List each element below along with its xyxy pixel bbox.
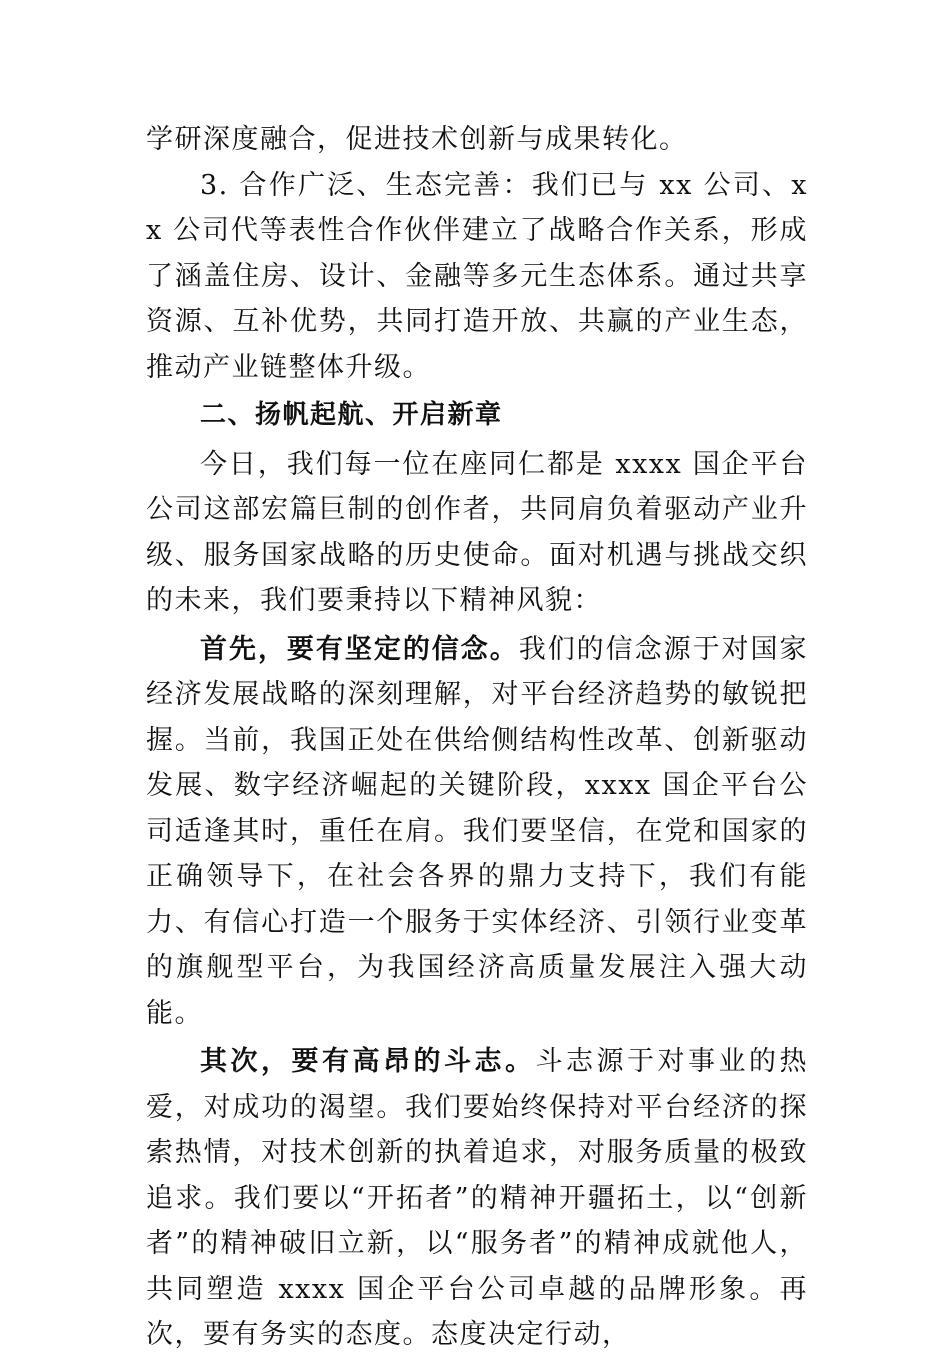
section-heading: 二、扬帆起航、开启新章 (200, 400, 503, 430)
paragraph-today: 今日，我们每一位在座同仁都是 xxxx 国企平台公司这部宏篇巨制的创作者，共同肩负着驱动产业升级、服务国家战略的历史使命。面对机遇与挑战交织的未来，我们要秉持以下精神风貌： (146, 448, 808, 616)
paragraph-cooperation: 3. 合作广泛、生态完善：我们已与 xx 公司、xx 公司代等表性合作伙伴建立了战略合作关系，形成了涵盖住房、设计、金融等多元生态体系。通过共享资源、互补优势，共同打造开放、共赢的产业生态，推动产业链整体升级。 (146, 169, 808, 383)
document-body (146, 117, 808, 1358)
paragraph-belief-body: 我们的信念源于对国家经济发展战略的深刻理解，对平台经济趋势的敏锐把握。当前，我国正处在供给侧结构性改革、创新驱动发展、数字经济崛起的关键阶段，xxxx 国企平台公司适逢其时，重任在肩。我们要坚信，在党和国家的正确领导下，在社会各界的鼎力支持下，我们有能力、有信心打造一个服务于实体经济、引领行业变革的旗舰型平台，为我国经济高质量发展注入强大动能。 (146, 633, 809, 1029)
paragraph-spirit (146, 1039, 808, 1358)
paragraph-belief (146, 627, 808, 1037)
paragraph-continuation: 学研深度融合，促进技术创新与成果转化。 (146, 124, 688, 155)
paragraph-spirit-lead: 其次，要有高昂的斗志。 (200, 1046, 536, 1077)
paragraph-belief-lead: 首先，要有坚定的信念。 (200, 633, 519, 665)
paragraph-spirit-body: 斗志源于对事业的热爱，对成功的渴望。我们要始终保持对平台经济的探索热情，对技术创新的执着追求，对服务质量的极致追求。我们要以“开拓者”的精神开疆拓土，以“创新者”的精神破旧立新，以“服务者”的精神成就他人，共同塑造 xxxx 国企平台公司卓越的品牌形象。再次，要有务实的态度。态度决定行动， (146, 1046, 808, 1350)
